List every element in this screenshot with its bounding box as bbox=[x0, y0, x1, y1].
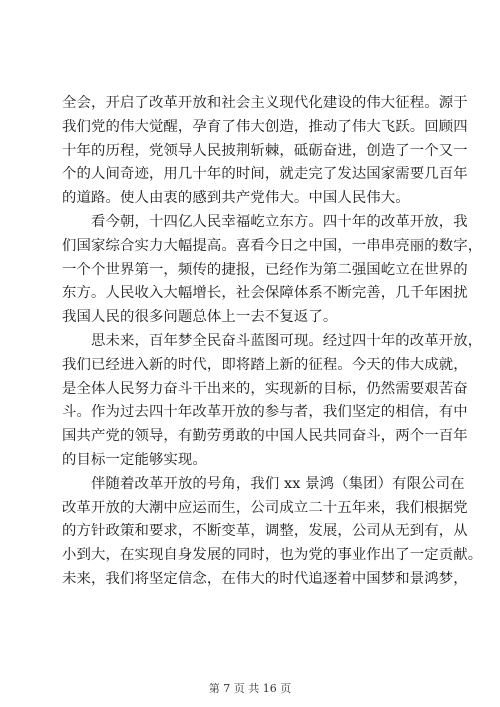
text-line: 我们已经进入新的时代，即将踏上新的征程。今天的伟大成就， bbox=[62, 356, 468, 373]
text-line: 看今朝，十四亿人民幸福屹立东方。四十年的改革开放，我 bbox=[91, 213, 468, 230]
text-line: 全会，开启了改革开放和社会主义现代化建设的伟大征程。源于 bbox=[62, 95, 468, 111]
page-footer: 第 7 页 共 16 页 bbox=[208, 682, 292, 695]
text-line: 思未来，百年梦全民奋斗蓝图可现。经过四十年的改革开放， bbox=[91, 332, 483, 349]
text-line: 伴随着改革开放的号角，我们 xx 景鸿（集团）有限公司在 bbox=[91, 475, 465, 492]
text-line: 个的人间奇迹，用几十年的时间，就走完了发达国家需要几百年 bbox=[62, 166, 468, 183]
text-line: 国共产党的领导，有勤劳勇敢的中国人民共同奋斗，两个一百年 bbox=[62, 428, 468, 445]
text-line: 的道路。使人由衷的感到共产党伟大。中国人民伟大。 bbox=[62, 190, 410, 207]
text-line: 一个个世界第一，频传的捷报，已经作为第二强国屹立在世界的 bbox=[62, 261, 468, 278]
text-line: 我国人民的很多问题总体上一去不复返了。 bbox=[62, 309, 338, 326]
text-line: 东方。人民收入大幅增长，社会保障体系不断完善，几千年困扰 bbox=[62, 285, 468, 302]
text-line: 斗。作为过去四十年改革开放的参与者，我们坚定的相信，有中 bbox=[62, 404, 468, 421]
text-line: 十年的历程，党领导人民披荆斩棘，砥砺奋进，创造了一个又一 bbox=[62, 142, 468, 159]
text-line: 改革开放的大潮中应运而生，公司成立二十五年来，我们根据党 bbox=[62, 499, 468, 516]
body-text bbox=[62, 92, 483, 592]
text-line: 未来，我们将坚定信念，在伟大的时代追逐着中国梦和景鸿梦， bbox=[62, 570, 468, 587]
text-line: 我们党的伟大觉醒，孕育了伟大创造，推动了伟大飞跃。回顾四 bbox=[62, 118, 468, 135]
text-line: 是全体人民努力奋斗干出来的，实现新的目标，仍然需要艰苦奋 bbox=[62, 380, 468, 397]
text-line: 们国家综合实力大幅提高。喜看今日之中国，一串串亮丽的数字， bbox=[62, 237, 483, 254]
text-line: 的目标一定能够实现。 bbox=[62, 451, 207, 468]
text-line: 的方针政策和要求，不断变革，调整，发展，公司从无到有，从 bbox=[62, 523, 468, 540]
text-line: 小到大，在实现自身发展的同时，也为党的事业作出了一定贡献。 bbox=[62, 547, 483, 564]
